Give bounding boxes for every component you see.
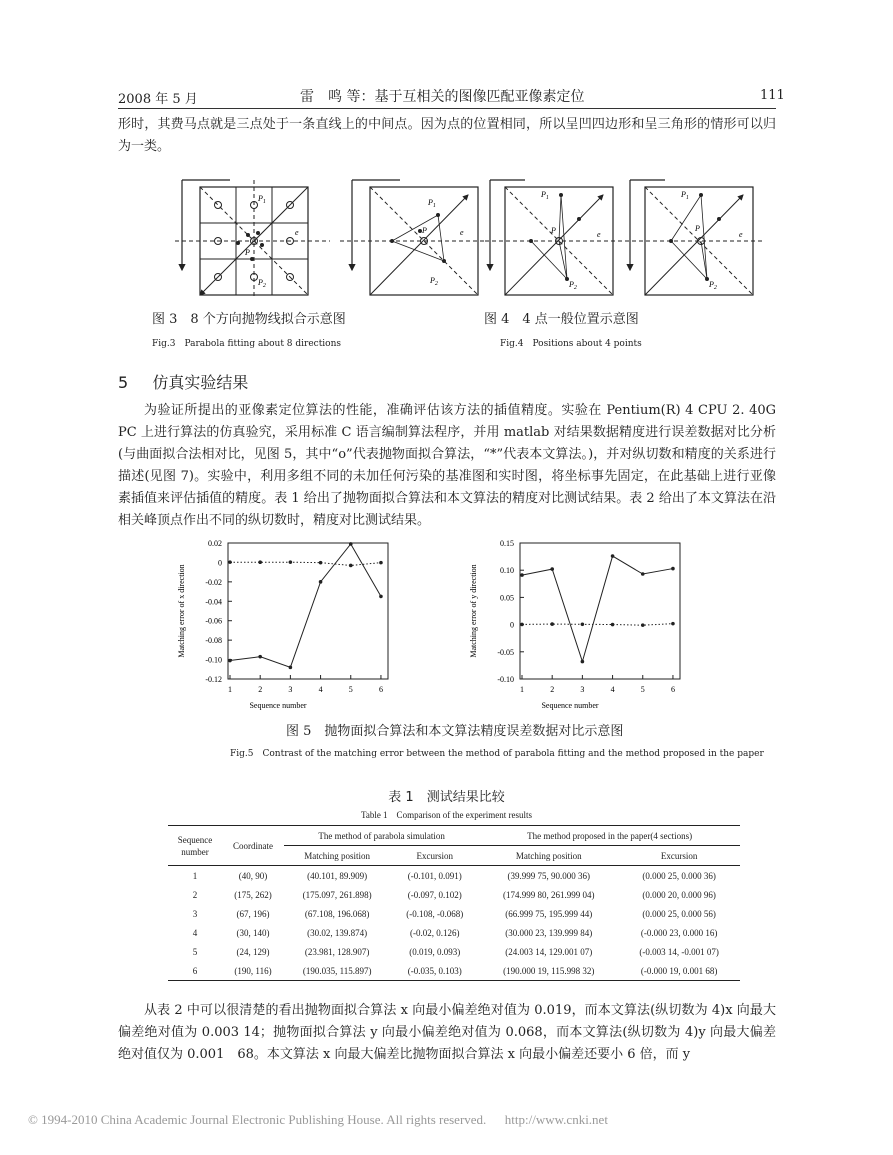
table-cell: (24, 129) [236,946,270,957]
y-tick-label: 0.02 [208,539,222,548]
svg-text:P2: $P_2$ [709,280,717,291]
table1-title-en: Table 1 Comparison of the experiment results [360,810,533,820]
col-ex1: Excursion [416,850,454,861]
svg-text:e: e [295,228,299,237]
footer-url[interactable]: http://www.cnki.net [504,1112,608,1127]
y-tick-label: -0.10 [497,675,514,684]
table1-title-cn: 表 1 测试结果比较 [388,790,505,805]
table-cell: (0.000 25, 0.000 36) [642,870,716,881]
table-cell: (67, 196) [236,908,270,919]
table-row [168,961,740,981]
final-paragraph: 从表 2 中可以很清楚的看出抛物面拟合算法 x 向最小偏差绝对值为 0.019，而本文算法(纵切数为 4)x 向最大偏差绝对值为 0.003 14；抛物面拟合算法 y 向最小偏差绝对值为 0.068，而本文算法(纵切数为 4)y 向最大偏差绝对值仅为 0.001 68。本文算法 x 向最大偏差比抛物面拟合算法 x 向最小偏差还要小 6 倍，而 y [118,1003,776,1062]
section-heading [118,370,248,393]
fig4-caption-en: Fig.4 Positions about 4 points [500,339,642,349]
data-point [641,623,645,627]
series-line-1 [522,624,673,625]
section-title: 仿真实验结果 [152,373,249,392]
y-tick-label: -0.10 [205,655,222,665]
y-axis-label: Matching error of x direction [177,564,186,658]
svg-text:P1: $P_1$ [541,190,549,201]
table-cell: (175.097, 261.898) [302,889,372,900]
series-line-0 [230,544,381,667]
x-tick-label: 3 [580,685,585,694]
table-cell: (0.000 20, 0.000 96) [642,889,716,900]
data-point [520,623,524,627]
data-point [228,560,232,564]
data-point [641,572,645,576]
footer [28,1112,608,1128]
data-point [258,655,262,659]
x-tick-label: 4 [318,685,323,694]
svg-text:P2: $P_2$ [569,280,577,291]
data-point [550,567,554,571]
fig4-caption-cn: 图 4 4 点一般位置示意图 [484,312,639,327]
header-rule [118,108,776,109]
table-row [168,923,740,942]
y-tick-label: -0.04 [205,597,222,607]
x-tick-label: 2 [550,685,555,694]
table-cell: (30.000 23, 139.999 84) [505,927,593,938]
table-cell: (40.101, 89.909) [307,870,368,881]
y-tick-label: 0.05 [500,593,514,603]
col-group1: The method of parabola simulation [284,826,479,846]
data-point [289,560,293,564]
table-cell: (67.108, 196.068) [304,908,370,919]
x-axis-label: Sequence number [541,701,599,710]
col-mp1: Matching position [304,850,371,861]
x-axis-label: Sequence number [249,701,307,710]
data-point [349,542,353,546]
col-coord: Coordinate [233,840,273,851]
svg-text:e: e [460,228,464,237]
col-ex2: Excursion [660,850,698,861]
header-page: 111 [760,88,785,103]
svg-text:P: P [695,224,700,233]
fig5-caption-en: Fig.5 Contrast of the matching error between the method of parabola fitting and the method proposed in the paper [230,749,764,759]
data-point [520,573,524,577]
y-tick-label: 0.10 [500,566,514,576]
table-cell: (190.035, 115.897) [302,965,372,976]
data-point [289,666,293,670]
table-body [168,866,740,981]
table-row [168,942,740,961]
table-cell: (190.000 19, 115.998 32) [503,965,595,976]
data-point [319,580,323,584]
svg-text:e: e [739,230,743,239]
table-cell: (23.981, 128.907) [304,946,370,957]
table-cell: (190, 116) [234,965,272,976]
intro-paragraph: 形时，其费马点就是三点处于一条直线上的中间点。因为点的位置相同，所以呈凹四边形和呈三角形的情形可以归为一类。 [118,117,776,154]
svg-text:P1: $P_1$ [681,190,689,201]
data-point [379,561,383,565]
y-axis-label: Matching error of y direction [469,564,478,658]
table-cell: 1 [192,870,198,881]
section-number: 5 [118,373,129,392]
plot-frame [520,543,680,679]
table-row [168,904,740,923]
table-cell: 6 [192,965,198,976]
table-cell: (40, 90) [238,870,268,881]
fig4-diagram [340,175,770,300]
data-point [581,622,585,626]
table-cell: (174.999 80, 261.999 04) [503,889,595,900]
data-point [671,567,675,571]
y-tick-label: 0.15 [500,539,514,548]
y-tick-label: -0.06 [205,616,222,626]
data-point [581,660,585,664]
x-tick-label: 4 [610,685,615,694]
x-tick-label: 5 [640,685,645,694]
results-table [168,825,740,981]
data-point [671,622,675,626]
data-point [319,561,323,565]
table-cell: (-0.003 14, -0.001 07) [639,946,719,957]
header-title: 雷 鸣 等：基于互相关的图像匹配亚像素定位 [300,89,585,105]
data-point [611,623,615,627]
data-point [349,564,353,568]
table-cell: (-0.035, 0.103) [407,965,462,976]
table-cell: (-0.108, -0.068) [406,908,464,919]
header-date: 2008 年 5 月 [118,92,198,107]
fig5-chart-x [170,538,415,716]
fig5-caption-cn: 图 5 抛物面拟合算法和本文算法精度误差数据对比示意图 [286,724,624,739]
x-tick-label: 6 [378,685,383,694]
table-cell: (-0.000 19, 0.001 68) [640,965,718,976]
col-mp2: Matching position [515,850,582,861]
x-tick-label: 5 [348,685,353,694]
svg-text:P: P [245,248,250,257]
table-cell: (-0.02, 0.126) [410,927,460,938]
fig3-diagram [170,175,335,300]
table-cell: (175, 262) [234,889,272,900]
svg-text:P2: $P_2$ [258,278,266,289]
table-cell: (-0.000 23, 0.000 16) [640,927,718,938]
svg-text:P1: $P_1$ [428,198,436,209]
svg-text:e: e [597,230,601,239]
x-tick-label: 6 [670,685,675,694]
table-cell: (-0.101, 0.091) [407,870,462,881]
table-cell: (-0.097, 0.102) [407,889,462,900]
fig5-chart-y [462,538,707,716]
y-tick-label: 0 [510,620,514,630]
data-point [258,560,262,564]
y-tick-label: -0.02 [205,577,222,587]
table-cell: (30.02, 139.874) [307,927,368,938]
table-cell: (30, 140) [236,927,270,938]
y-tick-label: -0.08 [205,636,222,646]
col-group2: The method proposed in the paper(4 sections) [479,826,740,846]
y-tick-label: -0.12 [205,675,222,684]
x-tick-label: 3 [288,685,293,694]
table-cell: (0.019, 0.093) [409,946,461,957]
table-row [168,866,740,886]
table-cell: 5 [192,946,198,957]
x-tick-label: 1 [228,685,232,694]
x-tick-label: 2 [258,685,263,694]
svg-text:P: P [551,226,556,235]
series-line-1 [230,562,381,565]
series-line-0 [522,556,673,662]
fig3-caption-cn: 图 3 8 个方向抛物线拟合示意图 [152,312,346,327]
table-cell: (0.000 25, 0.000 56) [642,908,716,919]
svg-text:P1: $P_1$ [258,194,266,205]
table-cell: 4 [192,927,198,938]
table-cell: (66.999 75, 195.999 44) [505,908,593,919]
x-tick-label: 1 [520,685,524,694]
body-paragraph: 为验证所提出的亚像素定位算法的性能，准确评估该方法的插值精度。实验在 Pentium(R) 4 CPU 2. 40G PC 上进行算法的仿真验究，采用标准 C 语言编制算法程序，并用 matlab 对结果数据精度进行误差数据对比分析(与曲面拟合法相对比，见图 5，其中“o”代表抛物面拟合算法，“*”代表本文算法。)，并对纵切数和精度的关系进行描述(见图 7)。实验中，利用多组不同的未加任何污染的基准图和实时图，将坐标事先固定，在此基础上进行亚像素插值来评估插值的精度。表 1 给出了抛物面拟合算法和本文算法的精度对比测试结果。表 2 给出了本文算法在沿相关峰顶点作出不同的纵切数时，精度对比测试结果。 [118,403,776,528]
table-row [168,885,740,904]
y-tick-label: -0.05 [497,647,514,657]
plot-frame [228,543,388,679]
table-cell: (24.003 14, 129.001 07) [505,946,593,957]
table-cell: (39.999 75, 90.000 36) [507,870,591,881]
table-cell: 2 [192,889,198,900]
table-cell: 3 [192,908,198,919]
footer-copyright: © 1994-2010 China Academic Journal Electronic Publishing House. All rights reserved. [28,1112,487,1127]
data-point [611,554,615,558]
fig3-caption-en: Fig.3 Parabola fitting about 8 directions [152,339,342,349]
data-point [379,595,383,599]
y-tick-label: 0 [218,558,222,568]
svg-text:P: P [422,226,427,235]
data-point [550,622,554,626]
svg-text:P2: $P_2$ [430,276,438,287]
col-seq: Sequence number [177,834,213,857]
data-point [228,659,232,663]
